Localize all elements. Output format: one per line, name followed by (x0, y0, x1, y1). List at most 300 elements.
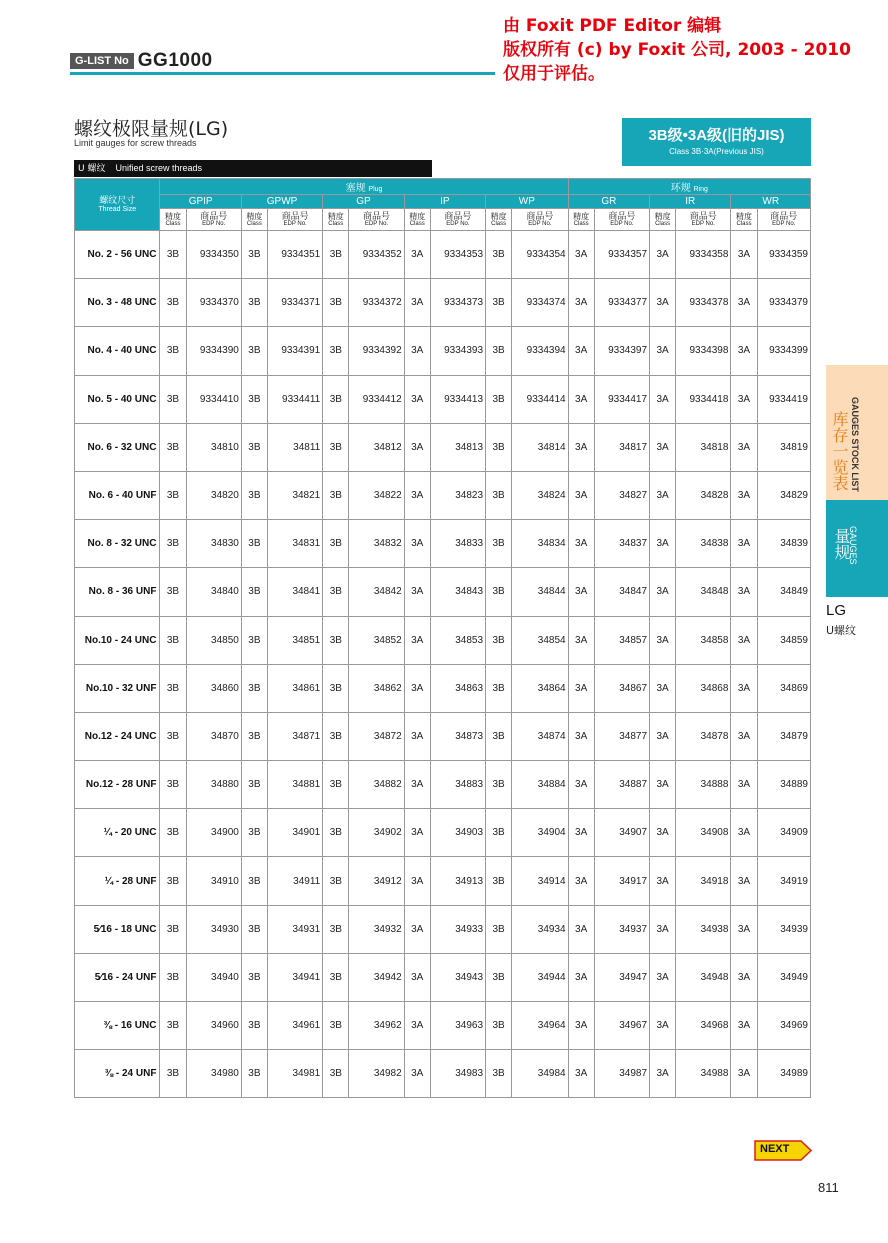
class-cell: 3A (404, 279, 430, 327)
class-cell: 3B (323, 1050, 349, 1098)
edp-number-cell: 34817 (594, 423, 649, 471)
edp-number-cell: 9334391 (267, 327, 322, 375)
thread-size-cell: No. 4 - 40 UNC (75, 327, 160, 375)
class-cell: 3A (650, 1002, 676, 1050)
edp-number-cell: 34939 (757, 905, 810, 953)
edp-number-cell: 34943 (430, 953, 485, 1001)
edp-column-header (430, 209, 485, 231)
class-cell: 3A (568, 471, 594, 519)
class-cell: 3B (486, 905, 512, 953)
edp-number-cell: 34812 (349, 423, 404, 471)
edp-number-cell: 34843 (430, 568, 485, 616)
edp-number-cell: 34871 (267, 712, 322, 760)
thread-size-header-en: Thread Size (98, 205, 137, 213)
edp-number-cell: 34837 (594, 520, 649, 568)
gauge-table (74, 178, 811, 1098)
class-cell: 3B (323, 712, 349, 760)
edp-column-header (594, 209, 649, 231)
class-cell: 3B (323, 520, 349, 568)
edp-number-cell: 9334352 (349, 231, 404, 279)
class-cell: 3B (323, 809, 349, 857)
class-cell: 3A (650, 568, 676, 616)
class-column-header-en: Class (409, 220, 425, 227)
class-cell: 3B (486, 231, 512, 279)
edp-column-header (186, 209, 241, 231)
edp-number-cell: 34907 (594, 809, 649, 857)
gauge-type-header-gpip: GPIP (160, 195, 241, 209)
next-button[interactable] (754, 1140, 812, 1161)
next-label: NEXT (760, 1143, 790, 1155)
gauge-type-header-wr: WR (731, 195, 811, 209)
edp-column-header-en: EDP No. (772, 220, 796, 227)
class-cell: 3B (160, 953, 186, 1001)
gauge-type-header-ir: IR (650, 195, 731, 209)
edp-number-cell: 34853 (430, 616, 485, 664)
edp-number-cell: 9334370 (186, 279, 241, 327)
edp-number-cell: 34941 (267, 953, 322, 1001)
class-cell: 3A (568, 231, 594, 279)
thread-size-cell: 5⁄16 - 24 UNF (75, 953, 160, 1001)
edp-number-cell: 34949 (757, 953, 810, 1001)
class-cell: 3A (404, 616, 430, 664)
edp-number-cell: 9334374 (512, 279, 568, 327)
g-list-code: GG1000 (137, 50, 213, 71)
ring-group-header (568, 179, 810, 195)
edp-number-cell: 9334371 (267, 279, 322, 327)
edp-number-cell: 9334412 (349, 375, 404, 423)
edp-number-cell: 34968 (676, 1002, 731, 1050)
edp-number-cell: 34830 (186, 520, 241, 568)
class-cell: 3B (323, 231, 349, 279)
plug-label-en: Plug (368, 186, 383, 193)
edp-number-cell: 34911 (267, 857, 322, 905)
class-cell: 3A (650, 1050, 676, 1098)
table-row (75, 905, 811, 953)
class-cell: 3A (404, 231, 430, 279)
gauge-table-body (75, 231, 811, 1098)
edp-number-cell: 34862 (349, 664, 404, 712)
edp-number-cell: 34902 (349, 809, 404, 857)
class-cell: 3B (160, 857, 186, 905)
edp-number-cell: 9334410 (186, 375, 241, 423)
class-cell: 3B (160, 327, 186, 375)
class-column-header-en: Class (165, 220, 181, 227)
edp-number-cell: 9334377 (594, 279, 649, 327)
edp-number-cell: 34861 (267, 664, 322, 712)
edp-column-header-zh: 商品号 (363, 210, 391, 221)
edp-column-header-zh: 商品号 (770, 210, 798, 221)
class-cell: 3B (323, 857, 349, 905)
table-row (75, 857, 811, 905)
class-cell: 3A (650, 809, 676, 857)
class-cell: 3A (650, 905, 676, 953)
gauge-type-header-ip: IP (404, 195, 485, 209)
class-cell: 3B (241, 568, 267, 616)
edp-number-cell: 9334359 (757, 231, 810, 279)
edp-number-cell: 34857 (594, 616, 649, 664)
class-cell: 3A (650, 231, 676, 279)
class-cell: 3A (731, 616, 757, 664)
edp-number-cell: 9334372 (349, 279, 404, 327)
edp-number-cell: 9334419 (757, 375, 810, 423)
table-row (75, 712, 811, 760)
thread-size-cell: No. 6 - 32 UNC (75, 423, 160, 471)
edp-number-cell: 34841 (267, 568, 322, 616)
edp-number-cell: 9334413 (430, 375, 485, 423)
edp-number-cell: 34824 (512, 471, 568, 519)
class-cell: 3A (650, 520, 676, 568)
class-cell: 3A (650, 471, 676, 519)
edp-number-cell: 34850 (186, 616, 241, 664)
class-cell: 3A (650, 616, 676, 664)
class-cell: 3A (404, 905, 430, 953)
edp-number-cell: 34960 (186, 1002, 241, 1050)
class-cell: 3A (650, 423, 676, 471)
class-cell: 3A (731, 231, 757, 279)
edp-number-cell: 34909 (757, 809, 810, 857)
class-column-header (731, 209, 757, 231)
edp-number-cell: 34962 (349, 1002, 404, 1050)
class-cell: 3A (650, 327, 676, 375)
edp-number-cell: 34888 (676, 761, 731, 809)
class-cell: 3B (486, 1050, 512, 1098)
watermark (503, 14, 851, 86)
edp-number-cell: 34823 (430, 471, 485, 519)
edp-number-cell: 9334418 (676, 375, 731, 423)
class-cell: 3A (404, 471, 430, 519)
thread-size-header-zh: 螺纹尺寸 (99, 194, 136, 205)
class-box (622, 118, 811, 166)
edp-number-cell: 34918 (676, 857, 731, 905)
edp-number-cell: 34860 (186, 664, 241, 712)
table-row (75, 327, 811, 375)
edp-number-cell: 34840 (186, 568, 241, 616)
class-cell: 3B (241, 520, 267, 568)
class-cell: 3B (241, 616, 267, 664)
edp-column-header-en: EDP No. (202, 220, 226, 227)
class-cell: 3B (323, 279, 349, 327)
edp-number-cell: 34910 (186, 857, 241, 905)
class-column-header-zh: 精度 (327, 211, 344, 221)
table-row (75, 1050, 811, 1098)
table-row (75, 1002, 811, 1050)
gauges-tab[interactable] (826, 500, 888, 597)
watermark-line-3: 仅用于评估。 (503, 64, 605, 84)
edp-column-header-en: EDP No. (283, 220, 307, 227)
class-column-header (650, 209, 676, 231)
class-cell: 3A (404, 664, 430, 712)
thread-size-cell: No. 8 - 36 UNF (75, 568, 160, 616)
edp-number-cell: 34854 (512, 616, 568, 664)
class-cell: 3B (323, 1002, 349, 1050)
class-column-header-en: Class (328, 220, 344, 227)
edp-number-cell: 9334394 (512, 327, 568, 375)
edp-number-cell: 34819 (757, 423, 810, 471)
page-number: 811 (818, 1180, 839, 1195)
thread-size-cell: ⅜ - 16 UNC (75, 1002, 160, 1050)
class-cell: 3B (160, 568, 186, 616)
class-cell: 3A (568, 905, 594, 953)
edp-column-header-zh: 商品号 (608, 210, 636, 221)
thread-size-cell: 5⁄16 - 18 UNC (75, 905, 160, 953)
edp-number-cell: 34818 (676, 423, 731, 471)
stock-list-tab-en: GAUGES STOCK LIST (850, 397, 860, 492)
stock-list-tab[interactable] (826, 365, 888, 500)
class-cell: 3A (568, 279, 594, 327)
edp-number-cell: 34839 (757, 520, 810, 568)
section-label-en: Unified screw threads (115, 163, 202, 173)
edp-number-cell: 34829 (757, 471, 810, 519)
edp-column-header-zh: 商品号 (200, 210, 228, 221)
edp-number-cell: 34908 (676, 809, 731, 857)
edp-number-cell: 34821 (267, 471, 322, 519)
class-column-header-zh: 精度 (573, 211, 590, 221)
class-cell: 3B (486, 809, 512, 857)
class-cell: 3B (160, 616, 186, 664)
class-cell: 3A (568, 761, 594, 809)
class-cell: 3A (650, 953, 676, 1001)
edp-number-cell: 34844 (512, 568, 568, 616)
thread-size-cell: No. 3 - 48 UNC (75, 279, 160, 327)
class-cell: 3A (404, 953, 430, 1001)
edp-number-cell: 34869 (757, 664, 810, 712)
edp-column-header-zh: 商品号 (444, 210, 472, 221)
class-cell: 3B (241, 857, 267, 905)
class-cell: 3A (404, 712, 430, 760)
header-rule (70, 72, 495, 75)
table-row (75, 616, 811, 664)
class-column-header-en: Class (655, 220, 671, 227)
edp-number-cell: 9334378 (676, 279, 731, 327)
class-cell: 3B (241, 471, 267, 519)
class-cell: 3B (323, 375, 349, 423)
class-cell: 3B (241, 809, 267, 857)
edp-number-cell: 34848 (676, 568, 731, 616)
class-cell: 3B (486, 953, 512, 1001)
edp-number-cell: 34901 (267, 809, 322, 857)
edp-number-cell: 34944 (512, 953, 568, 1001)
edp-number-cell: 9334379 (757, 279, 810, 327)
thread-size-cell: No. 6 - 40 UNF (75, 471, 160, 519)
table-row (75, 471, 811, 519)
edp-number-cell: 9334399 (757, 327, 810, 375)
stock-list-tab-zh: 库存一览表 (830, 411, 849, 491)
edp-number-cell: 9334351 (267, 231, 322, 279)
edp-number-cell: 34969 (757, 1002, 810, 1050)
edp-number-cell: 34948 (676, 953, 731, 1001)
edp-number-cell: 34980 (186, 1050, 241, 1098)
edp-number-cell: 34933 (430, 905, 485, 953)
class-cell: 3B (486, 616, 512, 664)
class-cell: 3B (160, 905, 186, 953)
edp-number-cell: 9334397 (594, 327, 649, 375)
edp-number-cell: 34931 (267, 905, 322, 953)
table-row (75, 761, 811, 809)
edp-number-cell: 34984 (512, 1050, 568, 1098)
class-cell: 3A (404, 375, 430, 423)
class-cell: 3B (486, 423, 512, 471)
class-cell: 3A (650, 761, 676, 809)
class-cell: 3B (323, 905, 349, 953)
class-cell: 3A (568, 712, 594, 760)
class-cell: 3B (323, 616, 349, 664)
class-cell: 3B (486, 761, 512, 809)
edp-column-header (267, 209, 322, 231)
edp-number-cell: 9334373 (430, 279, 485, 327)
edp-number-cell: 34833 (430, 520, 485, 568)
edp-number-cell: 34849 (757, 568, 810, 616)
edp-number-cell: 9334398 (676, 327, 731, 375)
edp-number-cell: 34982 (349, 1050, 404, 1098)
thread-size-cell: ¼ - 28 UNF (75, 857, 160, 905)
table-row (75, 953, 811, 1001)
class-cell: 3B (241, 375, 267, 423)
side-lg-label: LG (826, 602, 847, 619)
class-column-header-zh: 精度 (409, 211, 426, 221)
class-cell: 3B (241, 279, 267, 327)
table-row (75, 664, 811, 712)
edp-number-cell: 9334357 (594, 231, 649, 279)
gauges-tab-en: GAUGES (848, 526, 858, 565)
class-cell: 3A (568, 809, 594, 857)
side-lg-sublabel: U螺纹 (826, 624, 857, 637)
class-cell: 3B (160, 1050, 186, 1098)
edp-number-cell: 34981 (267, 1050, 322, 1098)
class-cell: 3B (241, 712, 267, 760)
class-cell: 3A (731, 905, 757, 953)
class-column-header-zh: 精度 (490, 211, 507, 221)
thread-size-cell: No.10 - 24 UNC (75, 616, 160, 664)
class-cell: 3B (486, 520, 512, 568)
class-cell: 3A (731, 327, 757, 375)
class-cell: 3A (568, 857, 594, 905)
thread-size-cell: No. 2 - 56 UNC (75, 231, 160, 279)
edp-number-cell: 34919 (757, 857, 810, 905)
edp-number-cell: 9334392 (349, 327, 404, 375)
edp-number-cell: 34947 (594, 953, 649, 1001)
class-cell: 3B (323, 423, 349, 471)
class-cell: 3B (486, 712, 512, 760)
gauge-type-header-gpwp: GPWP (241, 195, 322, 209)
table-row (75, 520, 811, 568)
edp-number-cell: 34872 (349, 712, 404, 760)
thread-size-cell: No. 8 - 32 UNC (75, 520, 160, 568)
edp-number-cell: 34884 (512, 761, 568, 809)
class-cell: 3A (568, 664, 594, 712)
class-cell: 3A (731, 664, 757, 712)
class-cell: 3A (650, 279, 676, 327)
class-cell: 3A (650, 375, 676, 423)
class-cell: 3A (568, 327, 594, 375)
edp-number-cell: 34882 (349, 761, 404, 809)
class-cell: 3A (650, 857, 676, 905)
class-cell: 3A (404, 568, 430, 616)
class-cell: 3A (731, 471, 757, 519)
class-cell: 3B (241, 327, 267, 375)
edp-column-header-en: EDP No. (364, 220, 389, 227)
class-cell: 3B (323, 664, 349, 712)
edp-number-cell: 34887 (594, 761, 649, 809)
edp-number-cell: 9334414 (512, 375, 568, 423)
class-cell: 3B (323, 471, 349, 519)
edp-number-cell: 34917 (594, 857, 649, 905)
edp-number-cell: 34847 (594, 568, 649, 616)
edp-number-cell: 34859 (757, 616, 810, 664)
edp-number-cell: 34838 (676, 520, 731, 568)
plug-label-zh: 塞规 (345, 183, 366, 194)
edp-number-cell: 34989 (757, 1050, 810, 1098)
class-cell: 3B (486, 568, 512, 616)
edp-number-cell: 9334417 (594, 375, 649, 423)
class-cell: 3A (404, 1050, 430, 1098)
class-column-header-en: Class (573, 220, 589, 227)
edp-number-cell: 34827 (594, 471, 649, 519)
gauge-type-row (75, 195, 811, 209)
class-cell: 3A (731, 568, 757, 616)
edp-column-header-zh: 商品号 (526, 210, 554, 221)
page-subtitle: Limit gauges for screw threads (74, 138, 197, 148)
edp-number-cell: 34913 (430, 857, 485, 905)
class-cell: 3B (160, 761, 186, 809)
edp-number-cell: 34930 (186, 905, 241, 953)
edp-number-cell: 34851 (267, 616, 322, 664)
thread-size-cell: No.12 - 24 UNC (75, 712, 160, 760)
class-cell: 3B (160, 279, 186, 327)
class-cell: 3A (731, 809, 757, 857)
edp-number-cell: 34877 (594, 712, 649, 760)
table-row (75, 809, 811, 857)
table-row (75, 423, 811, 471)
edp-number-cell: 34858 (676, 616, 731, 664)
class-cell: 3B (486, 375, 512, 423)
thread-size-cell: No.10 - 32 UNF (75, 664, 160, 712)
plug-group-header (160, 179, 568, 195)
class-cell: 3B (160, 1002, 186, 1050)
class-cell: 3A (731, 279, 757, 327)
edp-number-cell: 34863 (430, 664, 485, 712)
edp-number-cell: 9334393 (430, 327, 485, 375)
edp-column-header (349, 209, 404, 231)
class-cell: 3A (568, 1002, 594, 1050)
edp-number-cell: 34988 (676, 1050, 731, 1098)
edp-number-cell: 34828 (676, 471, 731, 519)
class-cell: 3B (160, 809, 186, 857)
class-column-header-zh: 精度 (654, 211, 671, 221)
gauge-type-header-gp: GP (323, 195, 404, 209)
edp-number-cell: 9334411 (267, 375, 322, 423)
class-cell: 3A (568, 423, 594, 471)
edp-number-cell: 34934 (512, 905, 568, 953)
edp-number-cell: 34987 (594, 1050, 649, 1098)
class-cell: 3B (241, 1050, 267, 1098)
class-cell: 3B (486, 857, 512, 905)
edp-number-cell: 34883 (430, 761, 485, 809)
edp-column-header-en: EDP No. (691, 220, 715, 227)
class-cell: 3A (731, 1050, 757, 1098)
section-bar (74, 160, 432, 177)
class-cell: 3A (568, 953, 594, 1001)
edp-number-cell: 9334353 (430, 231, 485, 279)
edp-number-cell: 9334390 (186, 327, 241, 375)
page-title: 螺纹极限量规(LG) (74, 118, 229, 140)
class-column-header-zh: 精度 (735, 211, 752, 221)
class-column-header-en: Class (736, 220, 752, 227)
edp-number-cell: 34942 (349, 953, 404, 1001)
edp-number-cell: 34852 (349, 616, 404, 664)
edp-number-cell: 34822 (349, 471, 404, 519)
class-cell: 3A (731, 712, 757, 760)
edp-number-cell: 34914 (512, 857, 568, 905)
